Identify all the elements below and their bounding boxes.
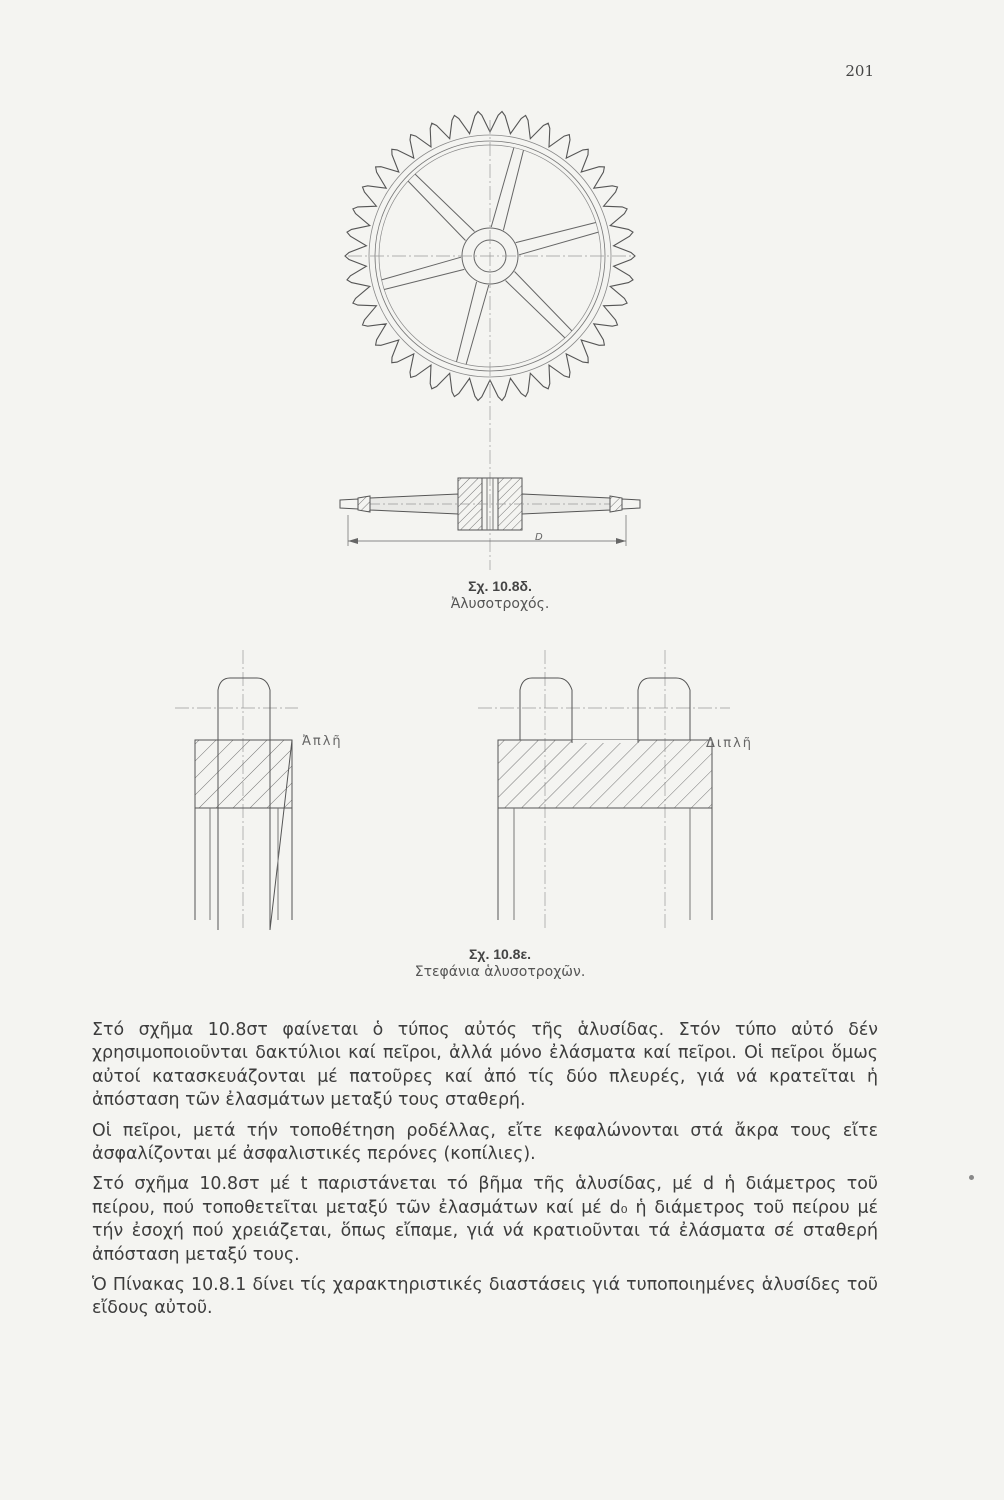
paragraph-1: Στό σχῆμα 10.8στ φαίνεται ὁ τύπος αὐτός τῆς ἁλυσίδας. Στόν τύπο αὐτό δέν χρησιμοποιοῦνται δακτύλιοι καί πεῖροι, ἀλλά μόνο ἐλάσματα καί πεῖροι. Οἱ πεῖροι ὅμως αὐτοί κατασκευάζονται μέ πατοῦρες καί ἀπό τίς δύο πλευρές, γιά νά κρατεῖται ἡ ἀπόσταση τῶν ἐλασμάτων μεταξύ τους σταθερή. — [92, 1020, 878, 1111]
figure-2-caption — [340, 946, 660, 980]
body-text — [92, 1019, 878, 1321]
tooth-left — [340, 499, 358, 509]
stray-mark — [969, 1175, 974, 1180]
page-number: 201 — [845, 62, 874, 80]
spoke — [408, 174, 474, 240]
paragraph-3: Στό σχῆμα 10.8στ μέ t παριστάνεται τό βῆμα τῆς ἁλυσίδας, μέ d ἡ διάμετρος τοῦ πείρου, πού τοποθετεῖται μεταξύ τῶν ἐλασμάτων καί μέ d₀ ἡ διάμετρος τοῦ πείρου μέ τήν ἐσοχή πού χρειάζεται, ὅπως εἴπαμε, γιά νά κρατιοῦνται τά ἐλάσματα σέ σταθερή ἀπόσταση μεταξύ τους. — [92, 1174, 878, 1265]
sprocket-drawing — [330, 100, 650, 570]
spoke — [516, 223, 599, 255]
single-rim-section — [175, 650, 298, 930]
rim-left — [358, 496, 370, 512]
paragraph-4: Ὁ Πίνακας 10.8.1 δίνει τίς χαρακτηριστικές διαστάσεις γιά τυποποιημένες ἁλυσίδες τοῦ εἴδους αὐτοῦ. — [92, 1275, 878, 1319]
rim-sections-drawing — [170, 650, 730, 935]
spoke — [491, 148, 523, 231]
figure-1-caption — [370, 578, 630, 612]
single-rim-label: Ἀπλῆ — [302, 734, 343, 749]
figure-1-number: Σχ. 10.8δ. — [468, 578, 532, 594]
figure-2-title: Στεφάνια ἁλυσοτροχῶν. — [414, 964, 586, 980]
rim-right — [610, 496, 622, 512]
spoke — [382, 257, 465, 289]
double-rim-section — [478, 650, 730, 930]
spoke — [457, 282, 489, 365]
tooth-right — [622, 499, 640, 509]
figure-1-title: Ἀλυσοτροχός. — [450, 596, 550, 612]
double-rim-label: Διπλῆ — [706, 736, 754, 751]
figure-2-number: Σχ. 10.8ε. — [468, 946, 532, 962]
dimension-d-label: D — [535, 532, 543, 543]
paragraph-2: Οἱ πεῖροι, μετά τήν τοποθέτηση ροδέλλας, εἴτε κεφαλώνονται στά ἄκρα τους εἴτε ἀσφαλίζονται μέ ἀσφαλιστικές περόνες (κοπίλιες). — [92, 1120, 878, 1165]
spoke — [506, 272, 572, 338]
